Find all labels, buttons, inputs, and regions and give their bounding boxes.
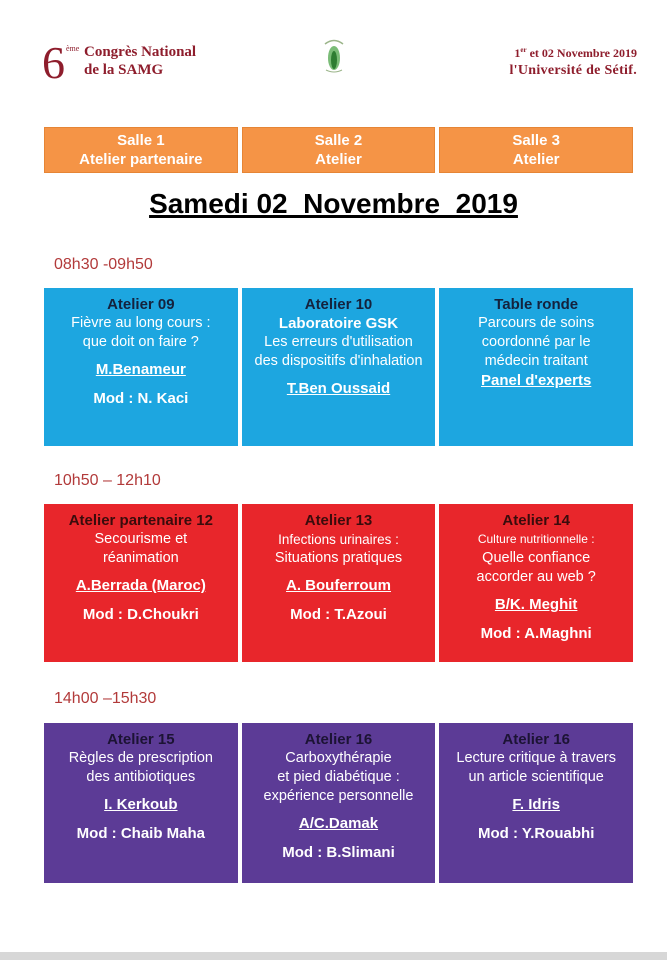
workshop-speaker: F. Idris <box>512 796 560 813</box>
workshop-card <box>439 504 633 662</box>
workshop-moderator: Mod : B.Slimani <box>282 844 395 861</box>
workshop-speaker: I. Kerkoub <box>104 796 178 813</box>
workshop-topic-line: Parcours de soins <box>478 315 595 331</box>
workshop-moderator: Mod : T.Azoui <box>290 606 387 623</box>
workshop-title: Atelier 09 <box>107 296 175 313</box>
workshop-card <box>242 723 436 883</box>
session-time: 08h30 -09h50 <box>54 256 153 273</box>
workshop-title: Atelier 16 <box>502 731 570 748</box>
event-venue: l'Université de Sétif. <box>509 63 637 78</box>
workshop-card <box>242 504 436 662</box>
room-name: Salle 1 <box>117 132 165 149</box>
workshop-topic-line: Infections urinaires : <box>278 532 399 547</box>
room-type: Atelier partenaire <box>79 151 203 168</box>
room-2 <box>242 127 436 173</box>
workshop-title: Atelier 10 <box>304 296 373 313</box>
workshop-topic-line: des antibiotiques <box>86 769 196 785</box>
workshop-topic-line: Secourisme et <box>94 531 188 547</box>
session-row <box>44 504 633 662</box>
society-emblem-icon <box>322 36 346 76</box>
room-name: Salle 2 <box>314 132 363 149</box>
room-type: Atelier <box>315 151 362 168</box>
dates-day: 1 <box>514 46 521 60</box>
event-info <box>509 46 637 79</box>
room-1 <box>44 127 238 173</box>
workshop-title: Atelier 13 <box>304 512 373 529</box>
workshop-speaker: A/C.Damak <box>298 815 379 832</box>
workshop-card <box>439 723 633 883</box>
workshop-topic-line: Culture nutritionnelle : <box>477 532 595 546</box>
workshop-moderator: Mod : D.Choukri <box>82 606 199 623</box>
rooms-header <box>44 127 633 173</box>
workshop-card <box>44 723 238 883</box>
workshop-topic-line: des dispositifs d'inhalation <box>254 353 423 369</box>
workshop-topic-line: un article scientifique <box>468 769 604 785</box>
edition-number: 6 <box>42 37 65 88</box>
workshop-moderator: Mod : Chaib Maha <box>76 825 205 842</box>
workshop-topic-line: Lecture critique à travers <box>456 750 616 766</box>
session-row <box>44 723 633 883</box>
dates-rest: et 02 Novembre 2019 <box>526 46 637 60</box>
workshop-topic-line: et pied diabétique : <box>277 769 400 785</box>
room-3 <box>439 127 633 173</box>
workshop-card <box>44 504 238 662</box>
workshop-speaker: A. Bouferroum <box>286 577 391 594</box>
workshop-card <box>44 288 238 446</box>
day-title: Samedi 02 Novembre 2019 <box>149 188 518 219</box>
workshop-topic-line: Quelle confiance <box>482 550 591 566</box>
event-dates <box>509 46 637 61</box>
dates-sup: er <box>520 46 527 54</box>
room-name: Salle 3 <box>512 132 560 149</box>
room-type: Atelier <box>512 151 560 168</box>
workshop-title: Atelier 14 <box>502 512 570 529</box>
page-bottom-edge <box>0 952 667 960</box>
congress-line-2: de la SAMG <box>84 62 164 78</box>
workshop-speaker: B/K. Meghit <box>494 596 578 613</box>
workshop-speaker: T.Ben Oussaid <box>286 380 391 397</box>
workshop-title: Table ronde <box>494 296 579 313</box>
workshop-card <box>439 288 633 446</box>
workshop-topic-line: expérience personnelle <box>263 788 414 804</box>
workshop-topic-line: coordonné par le <box>481 334 591 350</box>
workshop-speaker: A.Berrada (Maroc) <box>75 577 206 594</box>
edition-suffix: ème <box>66 44 80 53</box>
workshop-title: Atelier partenaire 12 <box>68 512 213 529</box>
workshop-moderator: Mod : N. Kaci <box>93 390 189 407</box>
workshop-speaker: M.Benameur <box>95 361 186 378</box>
workshop-topic-line: médecin traitant <box>484 353 588 369</box>
workshop-title: Atelier 15 <box>107 731 175 748</box>
workshop-topic-line: Situations pratiques <box>274 550 403 566</box>
workshop-topic-line: Carboxythérapie <box>285 750 392 766</box>
session-time: 10h50 – 12h10 <box>54 472 161 489</box>
workshop-moderator: Mod : A.Maghni <box>480 625 592 642</box>
workshop-speaker: Panel d'experts <box>481 372 592 389</box>
workshop-topic-line: Fièvre au long cours : <box>71 315 211 331</box>
workshop-topic-line: accorder au web ? <box>476 569 596 585</box>
congress-line-1: Congrès National <box>84 44 197 60</box>
session-time: 14h00 –15h30 <box>54 690 157 707</box>
session-row <box>44 288 633 446</box>
workshop-sponsor: Laboratoire GSK <box>278 315 399 332</box>
workshop-title: Atelier 16 <box>304 731 373 748</box>
workshop-topic-line: réanimation <box>102 550 179 566</box>
workshop-moderator: Mod : Y.Rouabhi <box>477 825 595 842</box>
workshop-topic-line: que doit on faire ? <box>82 334 199 350</box>
workshop-topic-line: Règles de prescription <box>68 750 213 766</box>
workshop-topic-line: Les erreurs d'utilisation <box>264 334 413 350</box>
workshop-card <box>242 288 436 446</box>
